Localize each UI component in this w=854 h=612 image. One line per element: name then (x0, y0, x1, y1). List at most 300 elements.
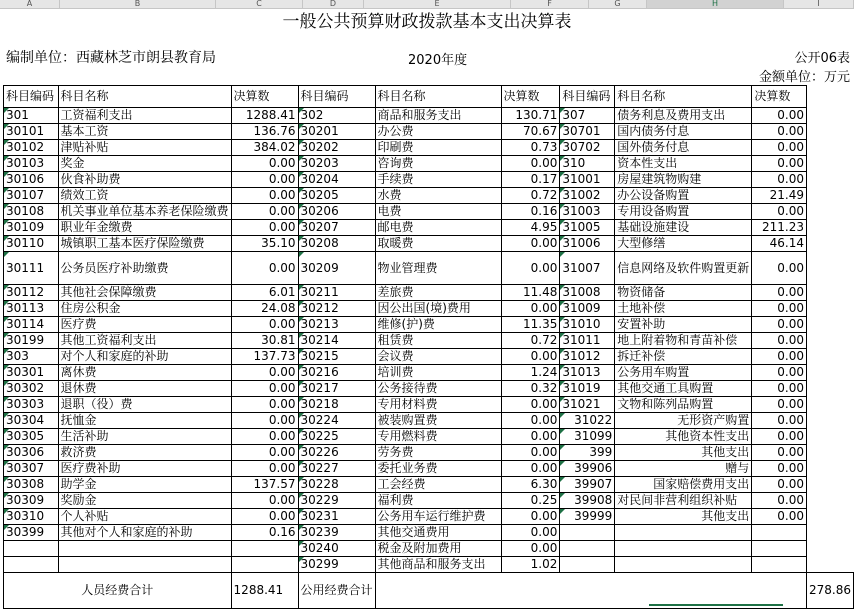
amount-cell[interactable]: 21.49 (752, 188, 807, 204)
name-cell[interactable]: 债务利息及费用支出 (615, 108, 752, 124)
code-cell[interactable]: 30107 (4, 188, 59, 204)
name-cell[interactable]: 公务接待费 (375, 381, 501, 397)
name-cell[interactable]: 税金及附加费用 (375, 541, 501, 557)
header-cell[interactable]: 科目名称 (615, 86, 752, 108)
amount-cell[interactable]: 30.81 (231, 333, 298, 349)
name-cell[interactable]: 其他资本性支出 (615, 429, 752, 445)
code-cell[interactable]: 30231 (298, 509, 375, 525)
table-row (4, 317, 854, 333)
code-cell[interactable]: 31021 (560, 397, 615, 413)
code-cell[interactable]: 30306 (4, 445, 59, 461)
header-cell[interactable]: 科目编码 (560, 86, 615, 108)
amount-cell[interactable]: 0.00 (752, 445, 807, 461)
amount-cell[interactable]: 0.72 (501, 333, 560, 349)
table-row (4, 445, 854, 461)
code-cell[interactable]: 30307 (4, 461, 59, 477)
column-header-f[interactable]: F (511, 0, 589, 8)
code-cell[interactable]: 31006 (560, 236, 615, 252)
table-row (4, 285, 854, 301)
name-cell[interactable]: 国内债务付息 (615, 124, 752, 140)
year-label[interactable]: 2020年度 (408, 53, 468, 68)
sheet-title[interactable]: 一般公共预算财政拨款基本支出决算表 (282, 12, 572, 32)
code-cell[interactable]: 30113 (4, 301, 59, 317)
name-cell[interactable]: 文物和陈列品购置 (615, 397, 752, 413)
code-cell[interactable]: 30305 (4, 429, 59, 445)
name-cell[interactable]: 专用燃料费 (375, 429, 501, 445)
name-cell[interactable]: 大型修缮 (615, 236, 752, 252)
name-cell[interactable]: 专用设备购置 (615, 204, 752, 220)
amount-cell[interactable]: 0.00 (752, 397, 807, 413)
amount-cell[interactable]: 130.71 (501, 108, 560, 124)
amount-cell[interactable]: 0.00 (231, 317, 298, 333)
amount-cell[interactable]: 0.00 (752, 317, 807, 333)
name-cell[interactable]: 城镇职工基本医疗保险缴费 (58, 236, 231, 252)
amount-cell[interactable]: 0.00 (231, 493, 298, 509)
name-cell[interactable]: 其他工资福利支出 (58, 333, 231, 349)
code-cell[interactable]: 30108 (4, 204, 59, 220)
header-cell[interactable]: 科目编码 (4, 86, 59, 108)
amount-cell[interactable]: 35.10 (231, 236, 298, 252)
name-cell[interactable]: 邮电费 (375, 220, 501, 236)
name-cell[interactable]: 地上附着物和青苗补偿 (615, 333, 752, 349)
table-row (4, 397, 854, 413)
table-row (4, 349, 854, 365)
name-cell[interactable]: 水费 (375, 188, 501, 204)
column-header-d[interactable]: D (303, 0, 364, 8)
code-cell[interactable]: 30201 (298, 124, 375, 140)
amount-cell[interactable]: 0.00 (231, 397, 298, 413)
name-cell[interactable]: 电费 (375, 204, 501, 220)
name-cell[interactable]: 基本工资 (58, 124, 231, 140)
amount-cell[interactable]: 0.00 (752, 493, 807, 509)
code-cell[interactable]: 30304 (4, 413, 59, 429)
code-cell[interactable]: 39908 (560, 493, 615, 509)
table-row (4, 204, 854, 220)
code-cell[interactable]: 31009 (560, 301, 615, 317)
code-cell[interactable]: 31003 (560, 204, 615, 220)
table-row (4, 188, 854, 204)
amount-cell[interactable]: 0.00 (752, 252, 807, 285)
column-header-g[interactable]: G (589, 0, 647, 8)
code-cell[interactable]: 30212 (298, 301, 375, 317)
code-cell[interactable]: 31010 (560, 317, 615, 333)
amount-cell[interactable]: 6.01 (231, 285, 298, 301)
code-cell[interactable]: 31002 (560, 188, 615, 204)
name-cell[interactable]: 安置补助 (615, 317, 752, 333)
amount-cell[interactable]: 0.00 (501, 413, 560, 429)
name-cell[interactable]: 伙食补助费 (58, 172, 231, 188)
amount-cell[interactable]: 0.25 (501, 493, 560, 509)
code-cell[interactable]: 30303 (4, 397, 59, 413)
column-header-c[interactable]: C (216, 0, 303, 8)
code-cell[interactable]: 31019 (560, 381, 615, 397)
name-cell[interactable]: 抚恤金 (58, 413, 231, 429)
name-cell[interactable]: 退职（役）费 (58, 397, 231, 413)
code-cell[interactable] (560, 525, 615, 541)
code-cell[interactable]: 30109 (4, 220, 59, 236)
name-cell[interactable]: 职业年金缴费 (58, 220, 231, 236)
code-cell[interactable]: 30301 (4, 365, 59, 381)
code-cell[interactable]: 307 (560, 108, 615, 124)
table-row (4, 477, 854, 493)
name-cell[interactable]: 拆迁补偿 (615, 349, 752, 365)
name-cell[interactable]: 公务员医疗补助缴费 (58, 252, 231, 285)
name-cell[interactable]: 国外债务付息 (615, 140, 752, 156)
money-unit[interactable]: 金额单位：万元 (758, 70, 850, 85)
code-cell[interactable]: 30102 (4, 140, 59, 156)
name-cell[interactable]: 租赁费 (375, 333, 501, 349)
code-cell[interactable]: 30114 (4, 317, 59, 333)
name-cell[interactable]: 因公出国(境)费用 (375, 301, 501, 317)
name-cell[interactable]: 公务用车购置 (615, 365, 752, 381)
code-cell[interactable]: 30103 (4, 156, 59, 172)
amount-cell[interactable]: 0.00 (231, 204, 298, 220)
amount-cell[interactable]: 4.95 (501, 220, 560, 236)
amount-cell[interactable]: 0.16 (501, 204, 560, 220)
code-cell[interactable]: 30209 (298, 252, 375, 285)
amount-cell[interactable]: 11.35 (501, 317, 560, 333)
name-cell[interactable]: 基础设施建设 (615, 220, 752, 236)
amount-cell[interactable]: 384.02 (231, 140, 298, 156)
code-cell[interactable]: 30202 (298, 140, 375, 156)
name-cell[interactable]: 福利费 (375, 493, 501, 509)
name-cell[interactable]: 会议费 (375, 349, 501, 365)
name-cell[interactable]: 信息网络及软件购置更新 (615, 252, 752, 285)
code-cell[interactable]: 30112 (4, 285, 59, 301)
code-cell[interactable]: 310 (560, 156, 615, 172)
name-cell[interactable]: 咨询费 (375, 156, 501, 172)
amount-cell[interactable]: 0.00 (501, 429, 560, 445)
column-header-i[interactable]: I (784, 0, 854, 8)
code-cell[interactable]: 30226 (298, 445, 375, 461)
unit-label[interactable]: 编制单位：西藏林芝市朗县教育局 (6, 50, 216, 66)
code-cell[interactable]: 30213 (298, 317, 375, 333)
amount-cell[interactable]: 0.00 (752, 349, 807, 365)
amount-cell[interactable]: 0.00 (752, 333, 807, 349)
name-cell[interactable] (615, 541, 752, 557)
code-cell[interactable]: 31011 (560, 333, 615, 349)
name-cell[interactable]: 国家赔偿费用支出 (615, 477, 752, 493)
form-code[interactable]: 公开06表 (794, 51, 850, 66)
code-cell[interactable]: 301 (4, 108, 59, 124)
name-cell[interactable]: 绩效工资 (58, 188, 231, 204)
personnel-total-label[interactable]: 人员经费合计 (4, 573, 232, 609)
name-cell[interactable] (58, 557, 231, 573)
name-cell[interactable] (58, 541, 231, 557)
name-cell[interactable]: 奖金 (58, 156, 231, 172)
column-header-h[interactable]: H (647, 0, 784, 8)
table-row (4, 493, 854, 509)
name-cell[interactable]: 其他支出 (615, 445, 752, 461)
name-cell[interactable]: 专用材料费 (375, 397, 501, 413)
table-row (4, 333, 854, 349)
name-cell[interactable]: 其他社会保障缴费 (58, 285, 231, 301)
amount-cell[interactable]: 0.00 (752, 285, 807, 301)
name-cell[interactable]: 其他支出 (615, 509, 752, 525)
code-cell[interactable]: 30225 (298, 429, 375, 445)
amount-cell[interactable]: 0.00 (231, 445, 298, 461)
amount-cell[interactable]: 0.00 (752, 509, 807, 525)
amount-cell[interactable]: 0.00 (231, 413, 298, 429)
amount-cell[interactable]: 46.14 (752, 236, 807, 252)
amount-cell[interactable]: 0.00 (752, 365, 807, 381)
table-row (4, 381, 854, 397)
header-cell[interactable]: 决算数 (501, 86, 560, 108)
amount-cell[interactable]: 0.00 (752, 413, 807, 429)
name-cell[interactable]: 医疗费 (58, 317, 231, 333)
name-cell[interactable]: 被装购置费 (375, 413, 501, 429)
name-cell[interactable]: 印刷费 (375, 140, 501, 156)
amount-cell[interactable] (752, 525, 807, 541)
name-cell[interactable]: 劳务费 (375, 445, 501, 461)
amount-cell[interactable]: 0.00 (231, 156, 298, 172)
amount-cell[interactable]: 0.00 (501, 525, 560, 541)
amount-cell[interactable]: 0.00 (231, 172, 298, 188)
amount-cell[interactable]: 0.00 (752, 140, 807, 156)
code-cell[interactable] (560, 557, 615, 573)
code-cell[interactable]: 30218 (298, 397, 375, 413)
public-total-value[interactable]: 278.86 (807, 573, 854, 609)
amount-cell[interactable]: 0.00 (752, 156, 807, 172)
amount-cell[interactable]: 0.73 (501, 140, 560, 156)
name-cell[interactable]: 房屋建筑物购建 (615, 172, 752, 188)
amount-cell[interactable]: 70.67 (501, 124, 560, 140)
name-cell[interactable]: 工会经费 (375, 477, 501, 493)
name-cell[interactable]: 个人补贴 (58, 509, 231, 525)
name-cell[interactable]: 无形资产购置 (615, 413, 752, 429)
amount-cell[interactable]: 0.00 (501, 461, 560, 477)
name-cell[interactable]: 工资福利支出 (58, 108, 231, 124)
amount-cell[interactable]: 1.24 (501, 365, 560, 381)
code-cell[interactable]: 31001 (560, 172, 615, 188)
header-cell[interactable]: 科目名称 (375, 86, 501, 108)
amount-cell[interactable]: 0.00 (752, 429, 807, 445)
code-cell[interactable]: 30110 (4, 236, 59, 252)
name-cell[interactable] (615, 557, 752, 573)
table-row (4, 172, 854, 188)
code-cell[interactable]: 31007 (560, 252, 615, 285)
amount-cell[interactable]: 0.00 (752, 477, 807, 493)
table-row (4, 557, 854, 573)
name-cell[interactable]: 医疗费补助 (58, 461, 231, 477)
code-cell[interactable]: 30299 (298, 557, 375, 573)
name-cell[interactable]: 商品和服务支出 (375, 108, 501, 124)
code-cell[interactable]: 30205 (298, 188, 375, 204)
name-cell[interactable]: 差旅费 (375, 285, 501, 301)
name-cell[interactable]: 土地补偿 (615, 301, 752, 317)
amount-cell[interactable]: 0.00 (501, 445, 560, 461)
code-cell[interactable]: 31005 (560, 220, 615, 236)
amount-cell[interactable]: 0.72 (501, 188, 560, 204)
amount-cell[interactable]: 0.00 (752, 124, 807, 140)
name-cell[interactable]: 退休费 (58, 381, 231, 397)
code-cell[interactable]: 30702 (560, 140, 615, 156)
amount-cell[interactable]: 0.00 (752, 172, 807, 188)
header-cell[interactable]: 决算数 (231, 86, 298, 108)
code-cell[interactable]: 30211 (298, 285, 375, 301)
amount-cell[interactable]: 0.00 (501, 509, 560, 525)
code-cell[interactable]: 39999 (560, 509, 615, 525)
amount-cell[interactable]: 0.00 (501, 397, 560, 413)
code-cell[interactable]: 399 (560, 445, 615, 461)
code-cell[interactable] (4, 557, 59, 573)
header-cell[interactable]: 科目编码 (298, 86, 375, 108)
amount-cell[interactable]: 0.00 (752, 301, 807, 317)
table-row (4, 509, 854, 525)
code-cell[interactable]: 30208 (298, 236, 375, 252)
amount-cell[interactable]: 0.00 (752, 108, 807, 124)
code-cell[interactable] (4, 541, 59, 557)
amount-cell[interactable]: 1.02 (501, 557, 560, 573)
header-cell[interactable]: 决算数 (752, 86, 807, 108)
code-cell[interactable]: 30240 (298, 541, 375, 557)
code-cell[interactable]: 30111 (4, 252, 59, 285)
code-cell[interactable] (560, 541, 615, 557)
amount-cell[interactable] (752, 557, 807, 573)
name-cell[interactable]: 救济费 (58, 445, 231, 461)
amount-cell[interactable]: 0.00 (231, 461, 298, 477)
code-cell[interactable]: 30701 (560, 124, 615, 140)
name-cell[interactable]: 资本性支出 (615, 156, 752, 172)
code-cell[interactable]: 30203 (298, 156, 375, 172)
name-cell[interactable]: 生活补助 (58, 429, 231, 445)
amount-cell[interactable]: 0.00 (231, 381, 298, 397)
code-cell[interactable]: 30239 (298, 525, 375, 541)
amount-cell[interactable]: 0.17 (501, 172, 560, 188)
amount-cell[interactable] (231, 541, 298, 557)
header-row (4, 86, 854, 108)
code-cell[interactable]: 31099 (560, 429, 615, 445)
code-cell[interactable]: 30308 (4, 477, 59, 493)
amount-cell[interactable]: 137.73 (231, 349, 298, 365)
amount-cell[interactable]: 0.32 (501, 381, 560, 397)
name-cell[interactable]: 住房公积金 (58, 301, 231, 317)
name-cell[interactable]: 手续费 (375, 172, 501, 188)
code-cell[interactable]: 30214 (298, 333, 375, 349)
amount-cell[interactable]: 137.57 (231, 477, 298, 493)
table-row (4, 413, 854, 429)
amount-cell[interactable]: 0.00 (231, 429, 298, 445)
amount-cell[interactable]: 0.00 (231, 252, 298, 285)
code-cell[interactable]: 39906 (560, 461, 615, 477)
code-cell[interactable]: 39907 (560, 477, 615, 493)
code-cell[interactable]: 30224 (298, 413, 375, 429)
code-cell[interactable]: 30215 (298, 349, 375, 365)
column-header-b[interactable]: B (60, 0, 216, 8)
personnel-total-value[interactable]: 1288.41 (231, 573, 298, 609)
code-cell[interactable]: 30229 (298, 493, 375, 509)
amount-cell[interactable]: 0.00 (501, 349, 560, 365)
code-cell[interactable]: 30309 (4, 493, 59, 509)
name-cell[interactable]: 机关事业单位基本养老保险缴费 (58, 204, 231, 220)
name-cell[interactable]: 赠与 (615, 461, 752, 477)
table-row (4, 220, 854, 236)
name-cell[interactable]: 对民间非营利组织补贴 (615, 493, 752, 509)
amount-cell[interactable]: 0.00 (501, 236, 560, 252)
name-cell[interactable]: 其他对个人和家庭的补助 (58, 525, 231, 541)
code-cell[interactable]: 30217 (298, 381, 375, 397)
amount-cell[interactable]: 0.00 (501, 252, 560, 285)
amount-cell[interactable]: 0.00 (231, 509, 298, 525)
amount-cell[interactable]: 0.00 (752, 381, 807, 397)
name-cell[interactable]: 委托业务费 (375, 461, 501, 477)
amount-cell[interactable]: 0.16 (231, 525, 298, 541)
name-cell[interactable]: 其他交通费用 (375, 525, 501, 541)
name-cell[interactable]: 奖励金 (58, 493, 231, 509)
amount-cell[interactable]: 136.76 (231, 124, 298, 140)
name-cell[interactable]: 物业管理费 (375, 252, 501, 285)
amount-cell[interactable]: 0.00 (231, 365, 298, 381)
code-cell[interactable]: 30399 (4, 525, 59, 541)
amount-cell[interactable]: 0.00 (501, 541, 560, 557)
name-cell[interactable]: 助学金 (58, 477, 231, 493)
amount-cell[interactable]: 0.00 (231, 188, 298, 204)
public-total-label[interactable]: 公用经费合计 (298, 573, 375, 609)
code-cell[interactable]: 31013 (560, 365, 615, 381)
amount-cell[interactable]: 0.00 (501, 156, 560, 172)
amount-cell[interactable] (752, 541, 807, 557)
code-cell[interactable]: 31012 (560, 349, 615, 365)
code-cell[interactable]: 30206 (298, 204, 375, 220)
name-cell[interactable]: 离休费 (58, 365, 231, 381)
name-cell[interactable]: 物资储备 (615, 285, 752, 301)
amount-cell[interactable]: 0.00 (752, 461, 807, 477)
name-cell[interactable]: 取暖费 (375, 236, 501, 252)
code-cell[interactable]: 30310 (4, 509, 59, 525)
name-cell[interactable]: 其他商品和服务支出 (375, 557, 501, 573)
column-header-a[interactable]: A (0, 0, 60, 8)
name-cell[interactable]: 公务用车运行维护费 (375, 509, 501, 525)
amount-cell[interactable]: 24.08 (231, 301, 298, 317)
code-cell[interactable]: 302 (298, 108, 375, 124)
code-cell[interactable]: 30207 (298, 220, 375, 236)
code-cell[interactable]: 303 (4, 349, 59, 365)
amount-cell[interactable]: 1288.41 (231, 108, 298, 124)
active-cell-indicator (649, 604, 783, 612)
name-cell[interactable]: 对个人和家庭的补助 (58, 349, 231, 365)
table-row (4, 525, 854, 541)
amount-cell[interactable]: 0.00 (231, 220, 298, 236)
code-cell[interactable]: 30106 (4, 172, 59, 188)
code-cell[interactable]: 30216 (298, 365, 375, 381)
code-cell[interactable]: 30302 (4, 381, 59, 397)
table-row (4, 108, 854, 124)
amount-cell[interactable]: 0.00 (501, 301, 560, 317)
code-cell[interactable]: 30227 (298, 461, 375, 477)
amount-cell[interactable]: 11.48 (501, 285, 560, 301)
amount-cell[interactable] (231, 557, 298, 573)
header-cell[interactable]: 科目名称 (58, 86, 231, 108)
name-cell[interactable]: 津贴补贴 (58, 140, 231, 156)
name-cell[interactable]: 其他交通工具购置 (615, 381, 752, 397)
code-cell[interactable]: 31022 (560, 413, 615, 429)
code-cell[interactable]: 30199 (4, 333, 59, 349)
table-row (4, 541, 854, 557)
code-cell[interactable]: 31008 (560, 285, 615, 301)
name-cell[interactable]: 培训费 (375, 365, 501, 381)
name-cell[interactable]: 办公设备购置 (615, 188, 752, 204)
name-cell[interactable]: 办公费 (375, 124, 501, 140)
code-cell[interactable]: 30101 (4, 124, 59, 140)
code-cell[interactable]: 30228 (298, 477, 375, 493)
code-cell[interactable]: 30204 (298, 172, 375, 188)
name-cell[interactable] (615, 525, 752, 541)
name-cell[interactable]: 维修(护)费 (375, 317, 501, 333)
column-header-e[interactable]: E (364, 0, 511, 8)
amount-cell[interactable]: 0.00 (752, 204, 807, 220)
amount-cell[interactable]: 6.30 (501, 477, 560, 493)
amount-cell[interactable]: 211.23 (752, 220, 807, 236)
